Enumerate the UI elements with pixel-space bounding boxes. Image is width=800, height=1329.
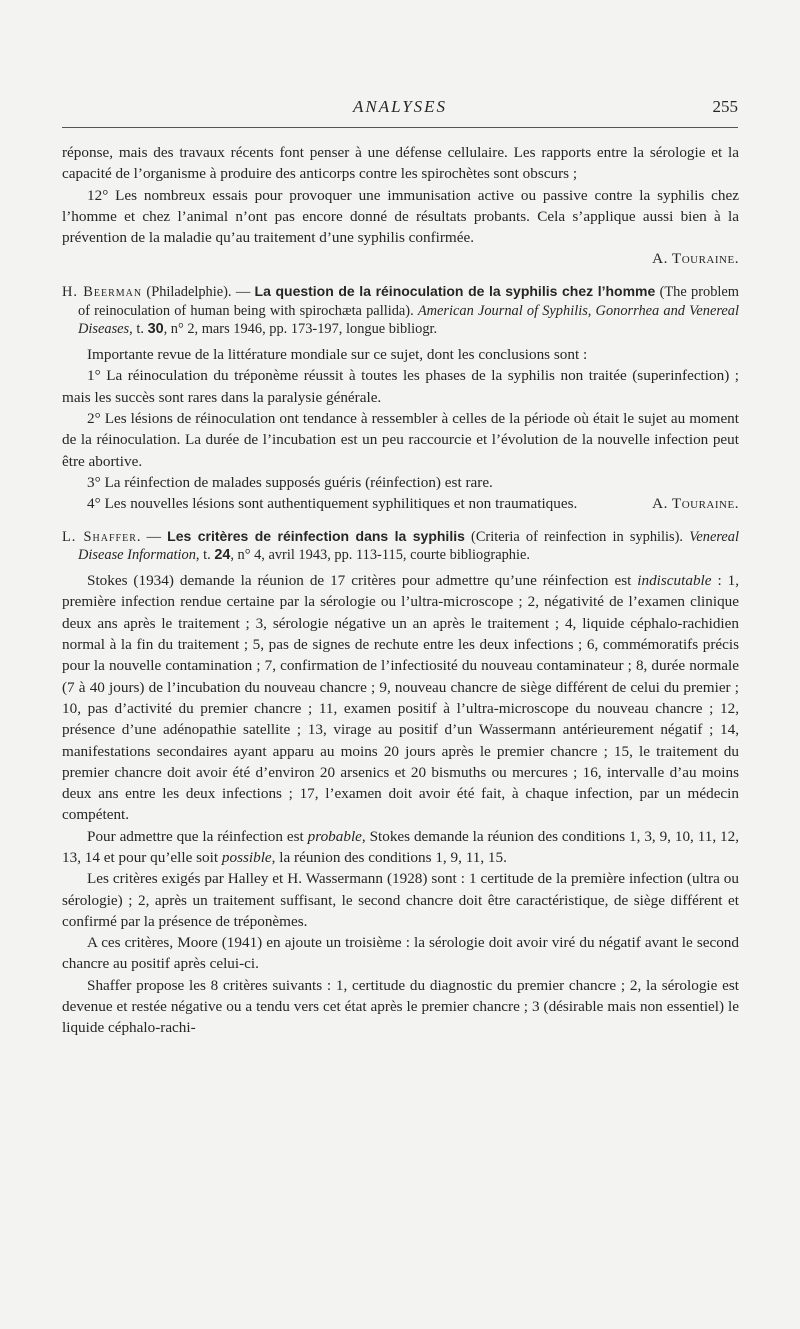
paragraph-shaffer: Shaffer propose les 8 critères suivants : 1, certitude du diagnostic du premier chancre ; 2, la sérologie est devenue et restée négative ou a tendu vers cet état après le premier chancre ; 3 (désirable mais non essentiel) le liquide céphalo-rachi- (62, 976, 739, 1037)
bibliographic-entry-beerman (62, 282, 739, 339)
paragraph-item-2: 2° Les lésions de réinoculation ont tendance à ressembler à celles de la période où était le sujet au moment de la réinoculation. La durée de l’incubation est un peu raccourcie et l’évolution de la nouvelle infection peut être abortive. (62, 410, 739, 470)
paragraph-stokes-criteria (62, 570, 739, 826)
text-run: Pour admettre que la réinfection est (87, 827, 308, 845)
paragraph-item-4 (62, 493, 739, 514)
entry-affiliation: . — (136, 528, 168, 545)
paragraph-item-1: 1° La réinoculation du tréponème réussit à toutes les phases de la syphilis non traitée (superinfection) ; mais les succès sont rares dans la paralysie générale. (62, 367, 739, 406)
bibliographic-entry-shaffer (62, 527, 739, 566)
signature-line (62, 248, 739, 269)
entry-affiliation: (Philadelphie). — (142, 283, 255, 300)
entry-citation-pre: , t. (129, 321, 148, 338)
signature: A. Touraine. (652, 495, 739, 513)
paragraph-continuation: réponse, mais des travaux récents font penser à une défense cellulaire. Les rapports entre la sérologie et la capacité de l’organisme à produire des anticorps contre les spirochètes sont obscurs ; (62, 144, 739, 183)
entry-volume: 24 (214, 547, 231, 564)
paragraph-item-4-text: 4° Les nouvelles lésions sont authentiquement syphilitiques et non traumatiques. (87, 495, 578, 513)
paragraph-item-3: 3° La réinfection de malades supposés guéris (réinfection) est rare. (87, 473, 493, 491)
text-run: , Stokes demande la réunion des conditions 1, 3, 9, 10, 11, 12, 13, 14 et pour qu’elle soit (62, 827, 739, 866)
signature: A. Touraine. (652, 250, 739, 268)
emphasis: indiscutable (637, 572, 712, 590)
emphasis: probable (307, 827, 362, 845)
entry-title: La question de la réinoculation de la syphilis chez l’homme (254, 282, 656, 299)
entry-journal: Venereal Disease Information (78, 528, 739, 564)
entry-volume: 30 (147, 321, 164, 338)
entry-author: L. Shaffer (62, 528, 137, 545)
entry-english-title: (The problem of reinoculation of human being with spirochæta pallida). (78, 283, 739, 319)
paragraph-halley: Les critères exigés par Halley et H. Wassermann (1928) sont : 1 certitude de la première infection (ultra ou sérologie) ; 2, après un traitement suffisant, le second chancre doit être caractéristique, de siège différent et confirmé par la présence de tréponèmes. (62, 870, 739, 930)
text-run: : 1, première infection rendue certaine par la sérologie ou l’ultra-microscope ; 2, négativité de l’examen clinique deux ans après le traitement ; 3, sérologie négative un an après le traitement ; 4, liquide céphalo-rachidien normal à la fin du traitement ; 5, pas de signes de rechute entre les deux infections ; 6, commémoratifs précis pour la nouvelle contamination ; 7, confirmation de l’infectiosité du nouveau contaminateur ; 8, durée normale (7 à 40 jours) de l’incubation du nouveau chancre ; 9, nouveau chancre de siège différent de celui du premier ; 10, pas d’activité du premier chancre ; 11, examen positif à l’ultra-microscope du nouveau chancre ; 12, présence d’une adénopathie satellite ; 13, virage au positif d’un Wassermann antérieurement négatif ; 14, manifestations secondaires ayant apparu au moins 20 jours après le premier chancre ; 15, le traitement du premier chancre doit avoir été d’environ 20 arsenics et 20 bismuths ou mercures ; 16, intervalle d’au moins deux ans entre les deux infections ; 17, l’examen doit avoir été fait, à chaque infection, par un médecin compétent. (62, 572, 739, 824)
emphasis: possible (221, 849, 272, 866)
paragraph-item-12: 12° Les nombreux essais pour provoquer une immunisation active ou passive contre la syphilis chez l’homme et chez l’animal n’ont pas encore donné de résultats probants. Cela s’applique aussi bien à la prévention de la maladie qu’au traitement d’une syphilis confirmée. (62, 186, 739, 247)
page-number: 255 (712, 97, 738, 116)
paragraph-probable (62, 826, 739, 869)
entry-english-title: (Criteria of reinfection in syphilis). (464, 528, 690, 545)
paragraph: Importante revue de la littérature mondiale sur ce sujet, dont les conclusions sont : (87, 346, 588, 364)
entry-journal: American Journal of Syphilis, Gonorrhea and Venereal Diseases (78, 302, 739, 338)
entry-citation-pre: , t. (195, 547, 215, 564)
running-head: ANALYSES (352, 97, 448, 116)
paragraph-moore: A ces critères, Moore (1941) en ajoute un troisième : la sérologie doit avoir viré du négatif avant le second chancre au positif après celui-ci. (62, 934, 739, 973)
page-header (62, 93, 738, 128)
body-text (62, 142, 739, 1039)
entry-citation-post: , n° 2, mars 1946, pp. 173-197, longue bibliogr. (163, 321, 438, 338)
entry-author: H. Beerman (62, 283, 143, 300)
text-run: Stokes (1934) demande la réunion de 17 critères pour admettre qu’une réinfection est (87, 572, 638, 590)
entry-citation-post: , n° 4, avril 1943, pp. 113-115, courte bibliographie. (230, 547, 530, 564)
entry-title: Les critères de réinfection dans la syphilis (167, 527, 465, 544)
text-run: , la réunion des conditions 1, 9, 11, 15. (271, 849, 507, 866)
